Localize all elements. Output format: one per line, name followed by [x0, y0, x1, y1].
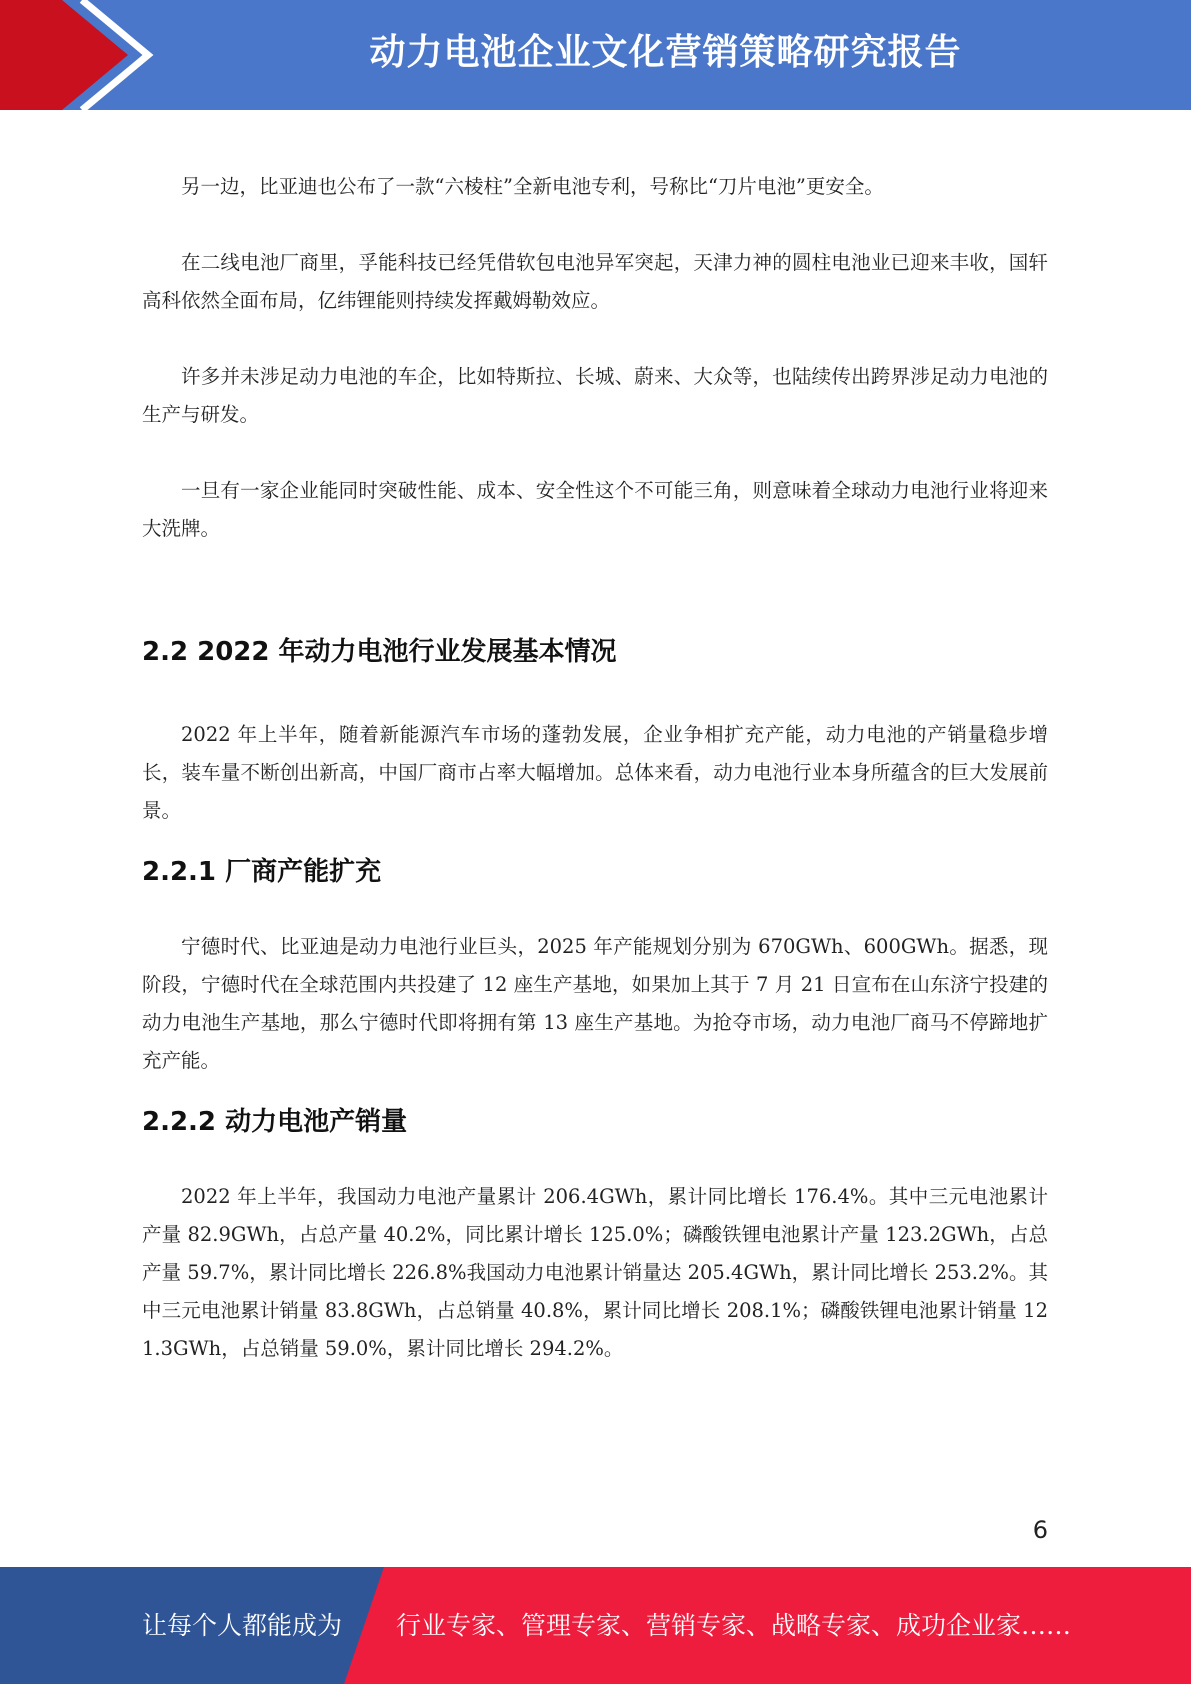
heading-section-2-2-2: 2.2.2 动力电池产销量: [142, 1107, 408, 1137]
paragraph-byd-hexagonal-patent: 另一边，比亚迪也公布了一款“六棱柱”全新电池专利，号称比“刀片电池”更安全。: [181, 175, 884, 198]
header-chevron-decoration: [0, 0, 160, 110]
paragraph-section-2-2-2: 2022 年上半年，我国动力电池产量累计 206.4GWh，累计同比增长 176.4%。其中三元电池累计产量 82.9GWh，占总产量 40.2%，同比累计增长 125.0%；磷酸铁锂电池累计产量 123.2GWh，占总产量 59.7%，累计同比增长 226.8%我国动力电池累计销量达 205.4GWh，累计同比增长 253.2%。其中三元电池累计销量 83.8GWh，占总销量 40.8%，累计同比增长 208.1%；磷酸铁锂电池累计销量 121.3GWh，占总销量 59.0%，累计同比增长 294.2%。: [142, 1185, 1048, 1360]
paragraph-automakers-crossover: 许多并未涉足动力电池的车企，比如特斯拉、长城、蔚来、大众等，也陆续传出跨界涉足动力电池的生产与研发。: [142, 365, 1048, 426]
page-content: [142, 168, 1048, 1368]
footer-slogan-left: 让每个人都能成为: [142, 1611, 343, 1640]
document-title: 动力电池企业文化营销策略研究报告: [369, 32, 962, 73]
heading-section-2-2-1: 2.2.1 厂商产能扩充: [142, 857, 382, 887]
page-header: [0, 0, 1191, 110]
paragraph-section-2-2-1: 宁德时代、比亚迪是动力电池行业巨头，2025 年产能规划分别为 670GWh、600GWh。据悉，现阶段，宁德时代在全球范围内共投建了 12 座生产基地，如果加上其于 7 月 21 日宣布在山东济宁投建的动力电池生产基地，那么宁德时代即将拥有第 13 座生产基地。为抢夺市场，动力电池厂商马不停蹄地扩充产能。: [142, 935, 1048, 1072]
paragraph-impossible-triangle: 一旦有一家企业能同时突破性能、成本、安全性这个不可能三角，则意味着全球动力电池行业将迎来大洗牌。: [142, 479, 1048, 540]
footer-slogan-right: 行业专家、管理专家、营销专家、战略专家、成功企业家……: [396, 1611, 1072, 1640]
paragraph-section-2-2: 2022 年上半年，随着新能源汽车市场的蓬勃发展，企业争相扩充产能，动力电池的产销量稳步增长，装车量不断创出新高，中国厂商市占率大幅增加。总体来看，动力电池行业本身所蕴含的巨大发展前景。: [142, 723, 1048, 822]
page-number: 6: [1032, 1516, 1048, 1544]
paragraph-second-tier-makers: 在二线电池厂商里，孚能科技已经凭借软包电池异军突起，天津力神的圆柱电池业已迎来丰收，国轩高科依然全面布局，亿纬锂能则持续发挥戴姆勒效应。: [142, 251, 1048, 312]
page-footer: [0, 1567, 1191, 1684]
heading-section-2-2: 2.2 2022 年动力电池行业发展基本情况: [142, 637, 617, 667]
